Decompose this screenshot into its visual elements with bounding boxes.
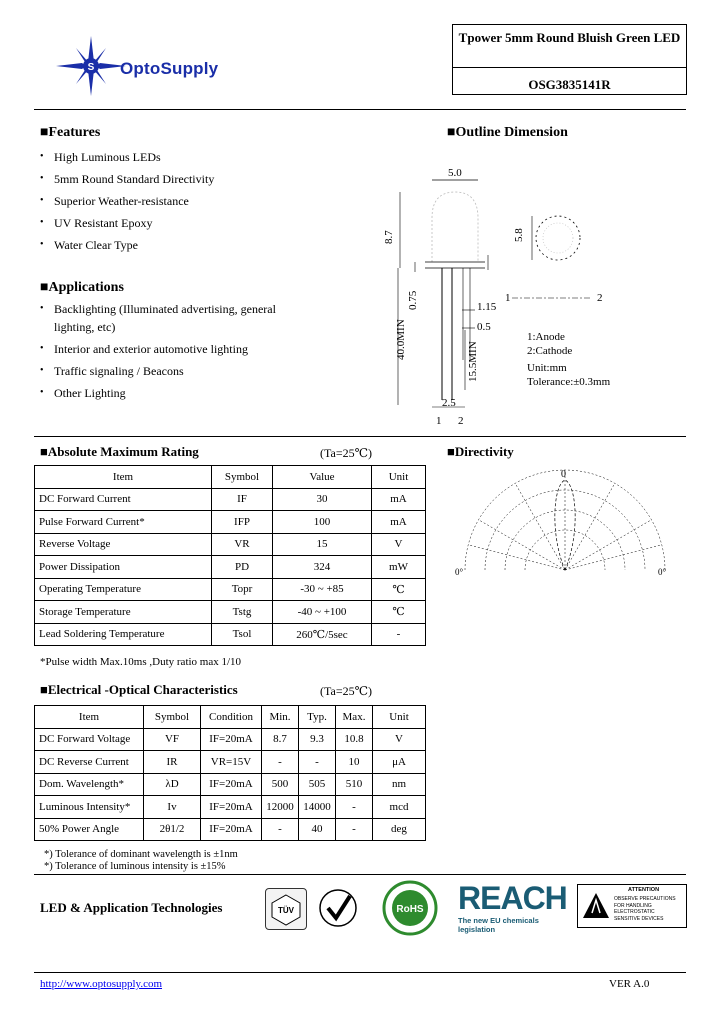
product-title: Tpower 5mm Round Bluish Green LED [458,30,681,45]
table-cell: mcd [373,796,426,819]
title-box [452,24,687,95]
bottom-rule [34,972,686,973]
column-header: Item [35,466,212,489]
dim-long-lead: 40.0MIN [395,319,407,360]
electro-footnote-2: *) Tolerance of luminous intensity is ±15% [44,861,226,872]
table-cell: IFP [212,511,273,534]
list-item: • Traffic signaling / Beacons [40,362,290,380]
table-cell: DC Forward Current [35,488,212,511]
pin2-label-bottom: 2 [597,292,603,304]
note-cathode: 2:Cathode [527,345,573,357]
table-cell: IF=20mA [201,818,262,841]
table-cell: -40 ~ +100 [273,601,372,624]
table-cell: mW [372,556,426,579]
table-cell: IF=20mA [201,773,262,796]
table-cell: Storage Temperature [35,601,212,624]
star-burst-icon [56,36,126,96]
list-item: • Superior Weather-resistance [40,190,310,212]
table-row [35,796,426,819]
table-cell: 324 [273,556,372,579]
table-cell: Pulse Forward Current* [35,511,212,534]
table-cell: Tstg [212,601,273,624]
column-header: Max. [336,706,373,729]
abs-max-table [34,465,426,646]
table-cell: V [372,533,426,556]
rohs-label: RoHS [396,904,424,915]
column-header: Typ. [299,706,336,729]
table-cell: IR [144,751,201,774]
pin1-label: 1 [436,415,442,427]
list-item: • Backlighting (Illuminated advertising, general lighting, etc) [40,300,290,336]
table-cell: - [372,623,426,646]
reach-subtitle: The new EU chemicals legislation [458,916,539,934]
note-tolerance: Tolerance:±0.3mm [527,376,611,388]
column-header: Min. [262,706,299,729]
table-row [35,773,426,796]
esd-badge [577,884,687,928]
table-row [35,818,426,841]
table-cell: PD [212,556,273,579]
column-header: Condition [201,706,262,729]
version-label: VER A.0 [609,978,650,990]
table-cell: - [299,751,336,774]
table-cell: Operating Temperature [35,578,212,601]
table-cell: mA [372,488,426,511]
iso-badge [318,888,358,928]
table-row [35,578,426,601]
column-header: Unit [373,706,426,729]
abs-max-heading: ■Absolute Maximum Rating [40,444,199,459]
table-row [35,488,426,511]
header-rule [34,109,686,110]
part-number: OSG3835141R [528,77,611,92]
table-cell: 10 [336,751,373,774]
table-cell: 500 [262,773,299,796]
logo [56,36,276,96]
table-cell: DC Forward Voltage [35,728,144,751]
list-item: • High Luminous LEDs [40,146,310,168]
dim-lens-dia: 5.8 [513,228,525,242]
table-cell: 50% Power Angle [35,818,144,841]
checkmark-seal-icon [318,888,358,928]
table-row [35,751,426,774]
dim-top-width: 5.0 [448,167,462,179]
list-item: • Other Lighting [40,384,290,402]
features-heading: ■Features [40,125,101,140]
footer-rule [34,874,686,875]
features-list [40,146,310,256]
pin1-label-bottom: 1 [505,292,511,304]
svg-text:TÜV: TÜV [278,906,294,915]
table-cell: 40 [299,818,336,841]
table-cell: Tsol [212,623,273,646]
section-rule [34,436,686,437]
table-row [35,533,426,556]
table-header-row [35,466,426,489]
list-item: • UV Resistant Epoxy [40,212,310,234]
outline-heading: ■Outline Dimension [447,125,568,140]
column-header: Symbol [144,706,201,729]
pin2-label: 2 [458,415,464,427]
directivity-heading: ■Directivity [447,444,514,459]
directivity-right-label: 0° [658,567,667,577]
table-cell: VR=15V [201,751,262,774]
column-header: Item [35,706,144,729]
list-item: • 5mm Round Standard Directivity [40,168,310,190]
table-cell: Luminous Intensity* [35,796,144,819]
table-cell: Lead Soldering Temperature [35,623,212,646]
electro-condition: (Ta=25℃) [320,684,373,698]
dim-short-lead: 15.5MIN [467,341,479,382]
table-cell: mA [372,511,426,534]
dim-lead-width: 0.5 [477,321,491,333]
electro-footnote-1: *) Tolerance of dominant wavelength is ±1nm [44,849,238,860]
table-cell: - [336,796,373,819]
column-header: Unit [372,466,426,489]
company-tagline: LED & Application Technologies [40,900,223,915]
table-cell: Topr [212,578,273,601]
tuv-icon [266,889,306,929]
esd-warning-icon [581,891,611,921]
title-divider [453,67,686,68]
electro-heading: ■Electrical -Optical Characteristics [40,682,238,697]
table-cell: 260℃/5sec [273,623,372,646]
attention-title: ATTENTION [628,887,660,893]
directivity-chart [455,465,675,580]
table-row [35,601,426,624]
abs-max-footnote: *Pulse width Max.10ms ,Duty ratio max 1/10 [40,656,242,668]
table-cell: Dom. Wavelength* [35,773,144,796]
table-cell: 2θ1/2 [144,818,201,841]
table-cell: - [262,818,299,841]
table-cell: μA [373,751,426,774]
reach-title: REACH [458,880,567,916]
tuv-badge [265,888,307,930]
website-link[interactable]: http://www.optosupply.com [40,978,163,990]
note-anode: 1:Anode [527,331,565,343]
outline-drawing [370,160,690,430]
table-cell: λD [144,773,201,796]
logo-text: OptoSupply [120,59,219,78]
table-row [35,623,426,646]
table-cell: 14000 [299,796,336,819]
attention-text: OBSERVE PRECAUTIONS FOR HANDLING ELECTROSTATIC SENSITIVE DEVICES [614,896,676,922]
directivity-left-label: 0° [455,567,464,577]
table-cell: IF=20mA [201,796,262,819]
table-cell: 8.7 [262,728,299,751]
abs-max-condition: (Ta=25℃) [320,446,373,460]
note-unit: Unit:mm [527,362,567,374]
table-cell: ℃ [372,601,426,624]
table-cell: V [373,728,426,751]
table-cell: 510 [336,773,373,796]
table-cell: VR [212,533,273,556]
table-cell: IF=20mA [201,728,262,751]
electro-table [34,705,426,841]
list-item: • Interior and exterior automotive lighting [40,340,290,358]
table-row [35,728,426,751]
table-row [35,511,426,534]
table-cell: 10.8 [336,728,373,751]
list-item: • Water Clear Type [40,234,310,256]
table-cell: 505 [299,773,336,796]
column-header: Value [273,466,372,489]
table-cell: VF [144,728,201,751]
rohs-badge [380,880,440,936]
table-cell: 15 [273,533,372,556]
dim-pitch: 2.5 [442,397,456,409]
table-header-row [35,706,426,729]
table-cell: Power Dissipation [35,556,212,579]
table-cell: ℃ [372,578,426,601]
table-cell: -30 ~ +85 [273,578,372,601]
table-cell: IF [212,488,273,511]
dim-lead-len: 1.15 [477,301,497,313]
table-cell: 30 [273,488,372,511]
dim-flange: 0.75 [407,290,419,310]
table-cell: 100 [273,511,372,534]
table-cell: - [336,818,373,841]
table-row [35,556,426,579]
table-cell: deg [373,818,426,841]
reach-badge [458,880,566,932]
applications-heading: ■Applications [40,280,124,295]
table-cell: nm [373,773,426,796]
table-cell: 9.3 [299,728,336,751]
directivity-top-label: 0 [561,469,566,480]
rohs-icon [380,880,440,936]
table-cell: 12000 [262,796,299,819]
table-cell: Reverse Voltage [35,533,212,556]
applications-list [40,300,290,402]
column-header: Symbol [212,466,273,489]
table-cell: - [262,751,299,774]
dim-body-height: 8.7 [383,230,395,244]
svg-text:S: S [87,62,95,73]
table-cell: Iv [144,796,201,819]
table-cell: DC Reverse Current [35,751,144,774]
